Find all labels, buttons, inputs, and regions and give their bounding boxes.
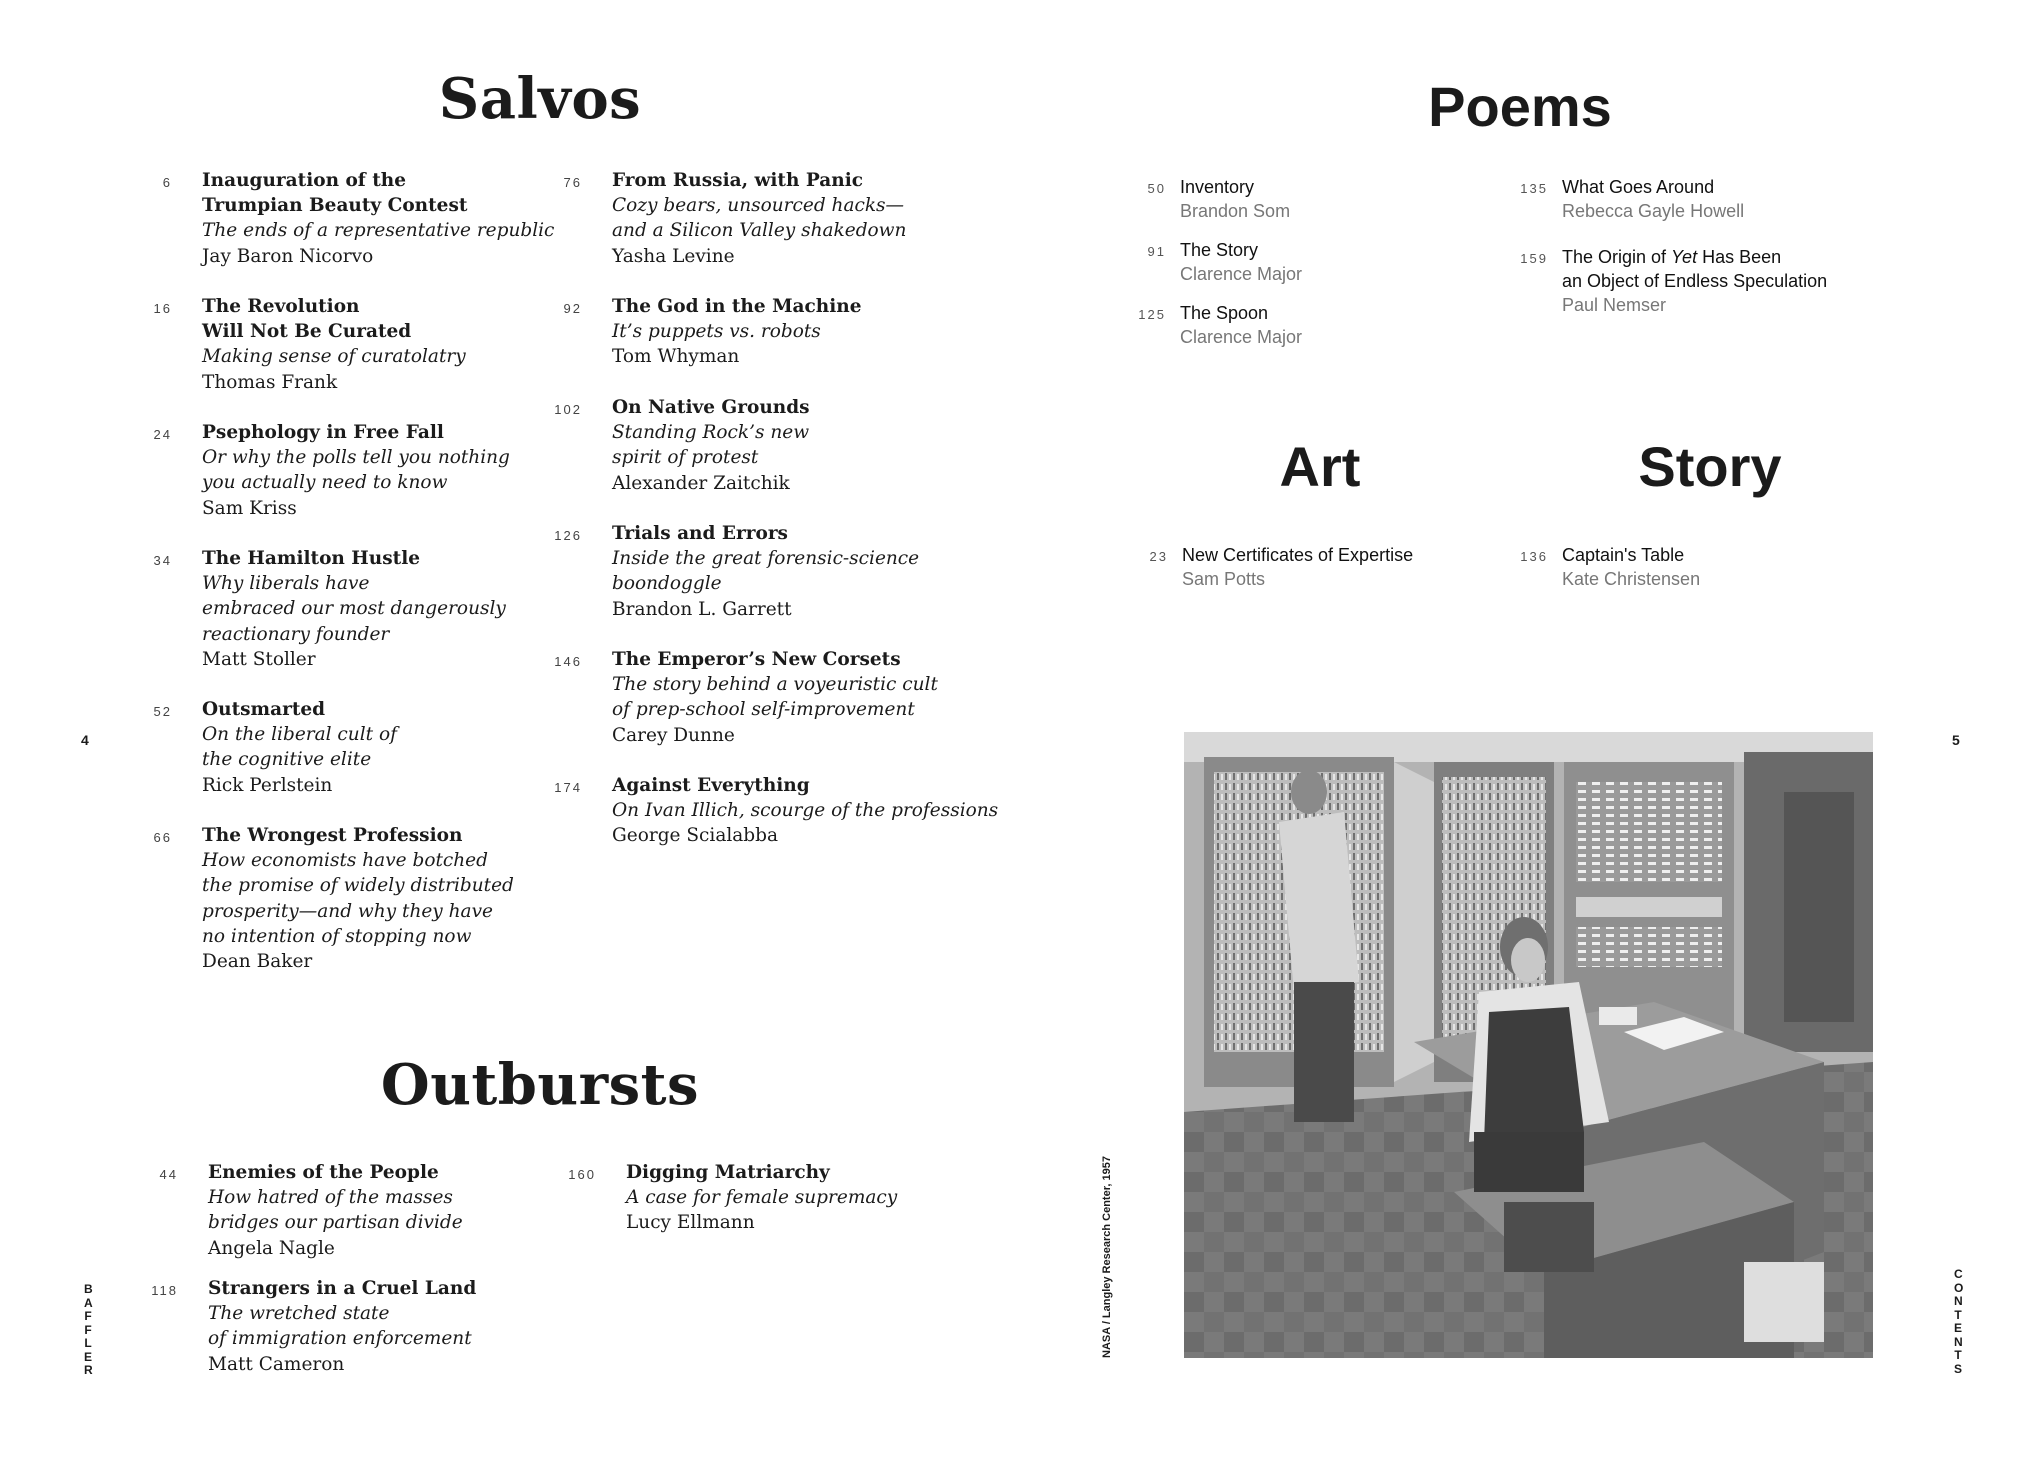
entry-subtitle: Making sense of curatolatry [202, 346, 466, 368]
entry-subtitle: and a Silicon Valley shakedown [612, 220, 907, 242]
entry-author: Paul Nemser [1562, 295, 1667, 315]
photo-credit: NASA / Langley Research Center, 1957 [1101, 1156, 1113, 1358]
entry-title: The Origin of Yet Has Been [1562, 247, 1782, 267]
page-number: 76 [563, 175, 582, 190]
entry-author: Clarence Major [1180, 264, 1303, 284]
entry-subtitle: The story behind a voyeuristic cult [612, 674, 938, 696]
entry-author: Angela Nagle [208, 1237, 335, 1259]
page-number: 52 [153, 704, 172, 719]
entry-title: The Wrongest Profession [202, 825, 463, 846]
page-number: 23 [1149, 549, 1168, 564]
entry-subtitle: The ends of a representative republic [202, 220, 555, 242]
poems-title: Poems [1428, 75, 1612, 138]
page-number: 136 [1520, 549, 1548, 564]
entry-subtitle: embraced our most dangerously [202, 598, 506, 620]
entry-title: Digging Matriarchy [626, 1162, 830, 1183]
entry-title: Inauguration of the [202, 170, 406, 191]
entry-author: Rebecca Gayle Howell [1562, 201, 1745, 221]
contents-label: CONTENTS [1954, 1267, 1964, 1376]
entry-subtitle: Cozy bears, unsourced hacks— [612, 195, 905, 217]
entry-title: Strangers in a Cruel Land [208, 1278, 477, 1299]
entry-author: Sam Potts [1182, 569, 1266, 589]
page-number: 160 [568, 1167, 596, 1182]
entry-subtitle: spirit of protest [612, 447, 759, 469]
entry-author: Jay Baron Nicorvo [202, 245, 374, 267]
page-number: 16 [153, 301, 172, 316]
page-number: 44 [159, 1167, 178, 1182]
entry-title: Inventory [1180, 177, 1255, 197]
entry-subtitle: How economists have botched [202, 850, 488, 872]
art-title: Art [1279, 435, 1361, 498]
story-title: Story [1638, 435, 1782, 498]
entry-author: Brandon Som [1180, 201, 1291, 221]
entry-title: The Spoon [1180, 303, 1269, 323]
entry-title: Trials and Errors [612, 523, 788, 544]
entry-author: Lucy Ellmann [626, 1212, 755, 1234]
entry-author: Rick Perlstein [202, 774, 333, 796]
entry-subtitle: prosperity—and why they have [202, 900, 493, 922]
entry-author: Matt Stoller [202, 648, 316, 670]
entry-title: Trumpian Beauty Contest [202, 195, 468, 217]
entry-title: The Revolution [202, 296, 360, 317]
salvos-title: Salvos [438, 66, 642, 132]
outbursts-title: Outbursts [380, 1052, 700, 1118]
entry-subtitle: boondoggle [612, 573, 722, 595]
entry-subtitle: of prep-school self-improvement [612, 699, 915, 721]
entry-subtitle: Inside the great forensic-science [612, 548, 920, 570]
computer-room-photo [1184, 732, 1873, 1358]
photo-illustration [1184, 732, 1873, 1358]
page-number: 174 [554, 780, 582, 795]
entry-subtitle: Why liberals have [202, 573, 370, 595]
page-number: 102 [554, 402, 582, 417]
entry-author: Sam Kriss [202, 497, 297, 519]
entry-subtitle: It’s puppets vs. robots [612, 321, 821, 343]
magazine-name: BAFFLER [84, 1282, 93, 1377]
page-number: 92 [563, 301, 582, 316]
entry-author: Thomas Frank [202, 371, 338, 393]
entry-title: The Story [1180, 240, 1259, 260]
page-number: 24 [153, 427, 172, 442]
page-number: 135 [1520, 181, 1548, 196]
entry-subtitle: On the liberal cult of [202, 724, 397, 746]
entry-title: The Emperor’s New Corsets [612, 649, 901, 670]
entry-subtitle: Or why the polls tell you nothing [202, 447, 510, 469]
entry-title: The Hamilton Hustle [202, 548, 420, 569]
magazine-name-vertical [81, 1283, 95, 1378]
entry-subtitle: the cognitive elite [202, 749, 372, 771]
entry-title: The God in the Machine [612, 296, 862, 317]
page-number: 126 [554, 528, 582, 543]
page-number: 91 [1147, 244, 1166, 259]
page-number: 66 [153, 830, 172, 845]
entry-author: Dean Baker [202, 951, 313, 973]
entry-author: Brandon L. Garrett [612, 598, 792, 620]
entry-title: On Native Grounds [612, 397, 810, 418]
page-number-right: 5 [1952, 732, 1960, 748]
entry-author: Yasha Levine [612, 245, 735, 267]
entry-author: Tom Whyman [612, 346, 740, 368]
entry-subtitle: Standing Rock’s new [612, 422, 810, 444]
entry-subtitle: A case for female supremacy [626, 1187, 898, 1209]
page-number: 118 [151, 1283, 178, 1298]
page-number: 6 [162, 175, 172, 190]
page-number: 34 [153, 553, 172, 568]
entry-author: Carey Dunne [612, 724, 735, 746]
page-number: 125 [1138, 307, 1166, 322]
entry-author: George Scialabba [612, 825, 779, 847]
entry-title: Enemies of the People [208, 1162, 439, 1183]
entry-title: Will Not Be Curated [202, 321, 412, 343]
entry-title: From Russia, with Panic [612, 170, 863, 191]
entry-subtitle: How hatred of the masses [208, 1187, 453, 1209]
entry-title: Captain's Table [1562, 545, 1685, 565]
page-number: 159 [1520, 251, 1548, 266]
entry-author: Matt Cameron [208, 1353, 345, 1375]
entry-subtitle: bridges our partisan divide [208, 1212, 463, 1234]
page-number: 146 [554, 654, 582, 669]
page-number-left: 4 [81, 732, 89, 748]
entry-subtitle: the promise of widely distributed [202, 875, 514, 897]
entry-title: Outsmarted [202, 699, 326, 720]
entry-title: Against Everything [612, 775, 810, 796]
entry-subtitle: The wretched state [208, 1303, 390, 1325]
entry-author: Alexander Zaitchik [612, 472, 790, 494]
entry-author: Clarence Major [1180, 327, 1303, 347]
entry-subtitle: no intention of stopping now [202, 925, 472, 947]
entry-title: an Object of Endless Speculation [1562, 271, 1828, 291]
contents-label-vertical [1951, 1268, 1965, 1376]
entry-subtitle: you actually need to know [202, 472, 448, 494]
entry-subtitle: On Ivan Illich, scourge of the professions [612, 800, 999, 822]
entry-title: New Certificates of Expertise [1182, 545, 1414, 565]
entry-subtitle: of immigration enforcement [208, 1328, 472, 1350]
entry-title: What Goes Around [1562, 177, 1715, 197]
entry-author: Kate Christensen [1562, 569, 1701, 589]
entry-subtitle: reactionary founder [202, 623, 390, 645]
entry-title: Psephology in Free Fall [202, 422, 444, 443]
page-number: 50 [1147, 181, 1166, 196]
